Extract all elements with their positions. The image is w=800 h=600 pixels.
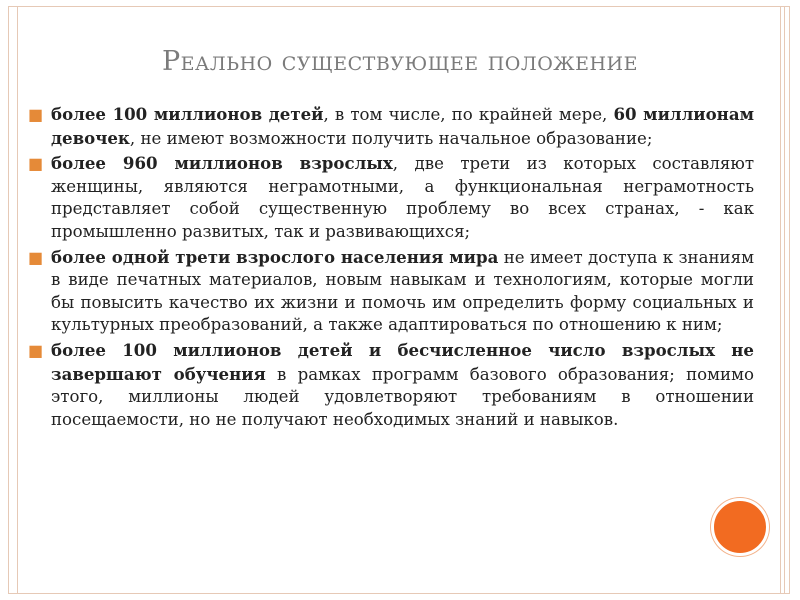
bullet-4-bold-1: более 100 миллионов детей и бесчисленное число взрослых не завершают обучения: [51, 339, 754, 384]
bullet-icon: ■: [28, 154, 44, 174]
bullet-1-text-1: , в том числе, по крайней мере,: [323, 105, 614, 124]
bullet-item-1: [26, 103, 754, 150]
bullet-item-2: [26, 152, 754, 243]
bullet-4-text-1: в рамках программ базового образования; помимо этого, миллионы людей удовлетворяют требованиям в отношении посещаемости, но не получают необходимых знаний и навыков.: [51, 364, 754, 429]
bullet-list: [26, 103, 754, 433]
decorative-circle-icon: [711, 498, 769, 556]
bullet-icon: ■: [28, 247, 44, 267]
frame-right-rule-inner: [780, 6, 781, 594]
bullet-item-3: [26, 246, 754, 337]
bullet-1-text-2: , не имеют возможности получить начальное образование;: [129, 128, 653, 148]
bullet-item-4: [26, 339, 754, 431]
slide-title: Реально существующее положение: [161, 46, 638, 77]
frame-right-rule-outer: [784, 6, 785, 594]
bullet-2-text-1: , две трети из которых составляют женщины, являются неграмотными, а функциональная неграмотность представляет собой существенную проблему во всех странах, - как промышленно развитых, так и развивающихся;: [51, 154, 754, 241]
bullet-3-bold-1: более одной трети взрослого населения мира: [51, 246, 499, 267]
bullet-icon: ■: [28, 340, 44, 360]
bullet-2-bold-1: более 960 миллионов взрослых: [51, 153, 393, 174]
bullet-1-bold-2: 60 миллионам девочек: [51, 104, 754, 148]
bullet-3-text-1: не имеет доступа к знаниям в виде печатных материалов, новым навыкам и технологиям, которые могли бы повысить качество их жизни и помочь им определить форму социальных и культурных преобразований, а также адаптироваться по отношению к ним;: [51, 247, 754, 335]
frame-left-rule: [17, 6, 18, 594]
bullet-1-bold-1: более 100 миллионов детей: [51, 104, 324, 124]
bullet-icon: ■: [28, 105, 44, 124]
